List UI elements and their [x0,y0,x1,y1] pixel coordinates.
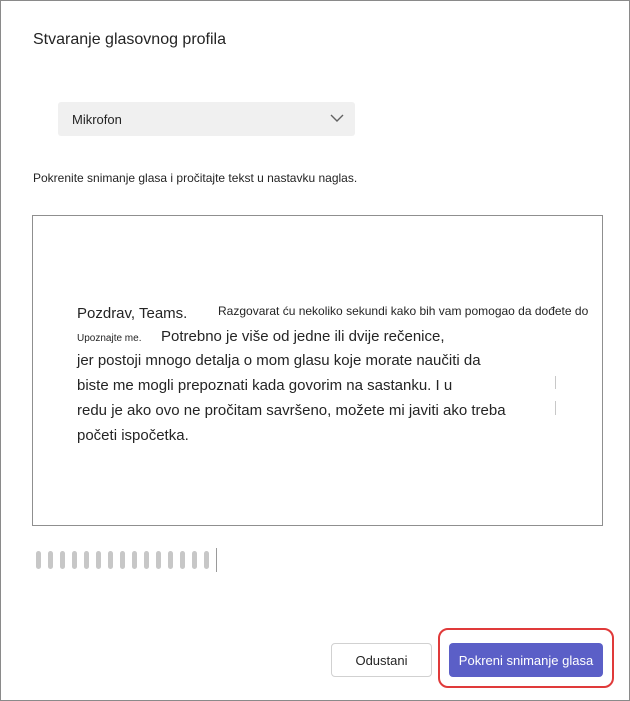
text-cursor [555,401,556,415]
audio-level-meter [36,548,217,572]
meter-bar [180,551,185,569]
meter-end-marker [216,548,217,572]
chevron-down-icon [329,112,345,124]
text-cursor [555,376,556,389]
meter-bar [96,551,101,569]
meter-bar [36,551,41,569]
meter-bar [144,551,149,569]
script-line: početi ispočetka. [77,427,189,444]
cancel-button[interactable]: Odustani [331,643,432,677]
script-line: biste me mogli prepoznati kada govorim na sastanku. I u [77,377,453,394]
meter-bar [120,551,125,569]
script-line: Upoznajte me. [77,333,142,344]
script-line: Razgovarat ću nekoliko sekundi kako bih vam pomogao da dođete do [218,304,589,318]
meter-bar [48,551,53,569]
meter-bar [168,551,173,569]
meter-bar [132,551,137,569]
microphone-dropdown-value: Mikrofon [72,111,122,127]
meter-bar [108,551,113,569]
meter-bar [156,551,161,569]
meter-bar [84,551,89,569]
script-textbox [32,215,603,526]
script-line: jer postoji mnogo detalja o mom glasu koje morate naučiti da [77,352,481,369]
meter-bar [192,551,197,569]
script-line: redu je ako ovo ne pročitam savršeno, možete mi javiti ako treba [77,402,506,419]
meter-bar [204,551,209,569]
start-recording-button[interactable]: Pokreni snimanje glasa [449,643,603,677]
microphone-dropdown[interactable] [58,102,355,136]
meter-bar [60,551,65,569]
dialog-title: Stvaranje glasovnog profila [33,31,227,48]
script-line: Pozdrav, Teams. [77,305,188,322]
instruction-text: Pokrenite snimanje glasa i pročitajte tekst u nastavku naglas. [33,171,358,185]
meter-bar [72,551,77,569]
script-line: Potrebno je više od jedne ili dvije rečenice, [161,328,445,345]
